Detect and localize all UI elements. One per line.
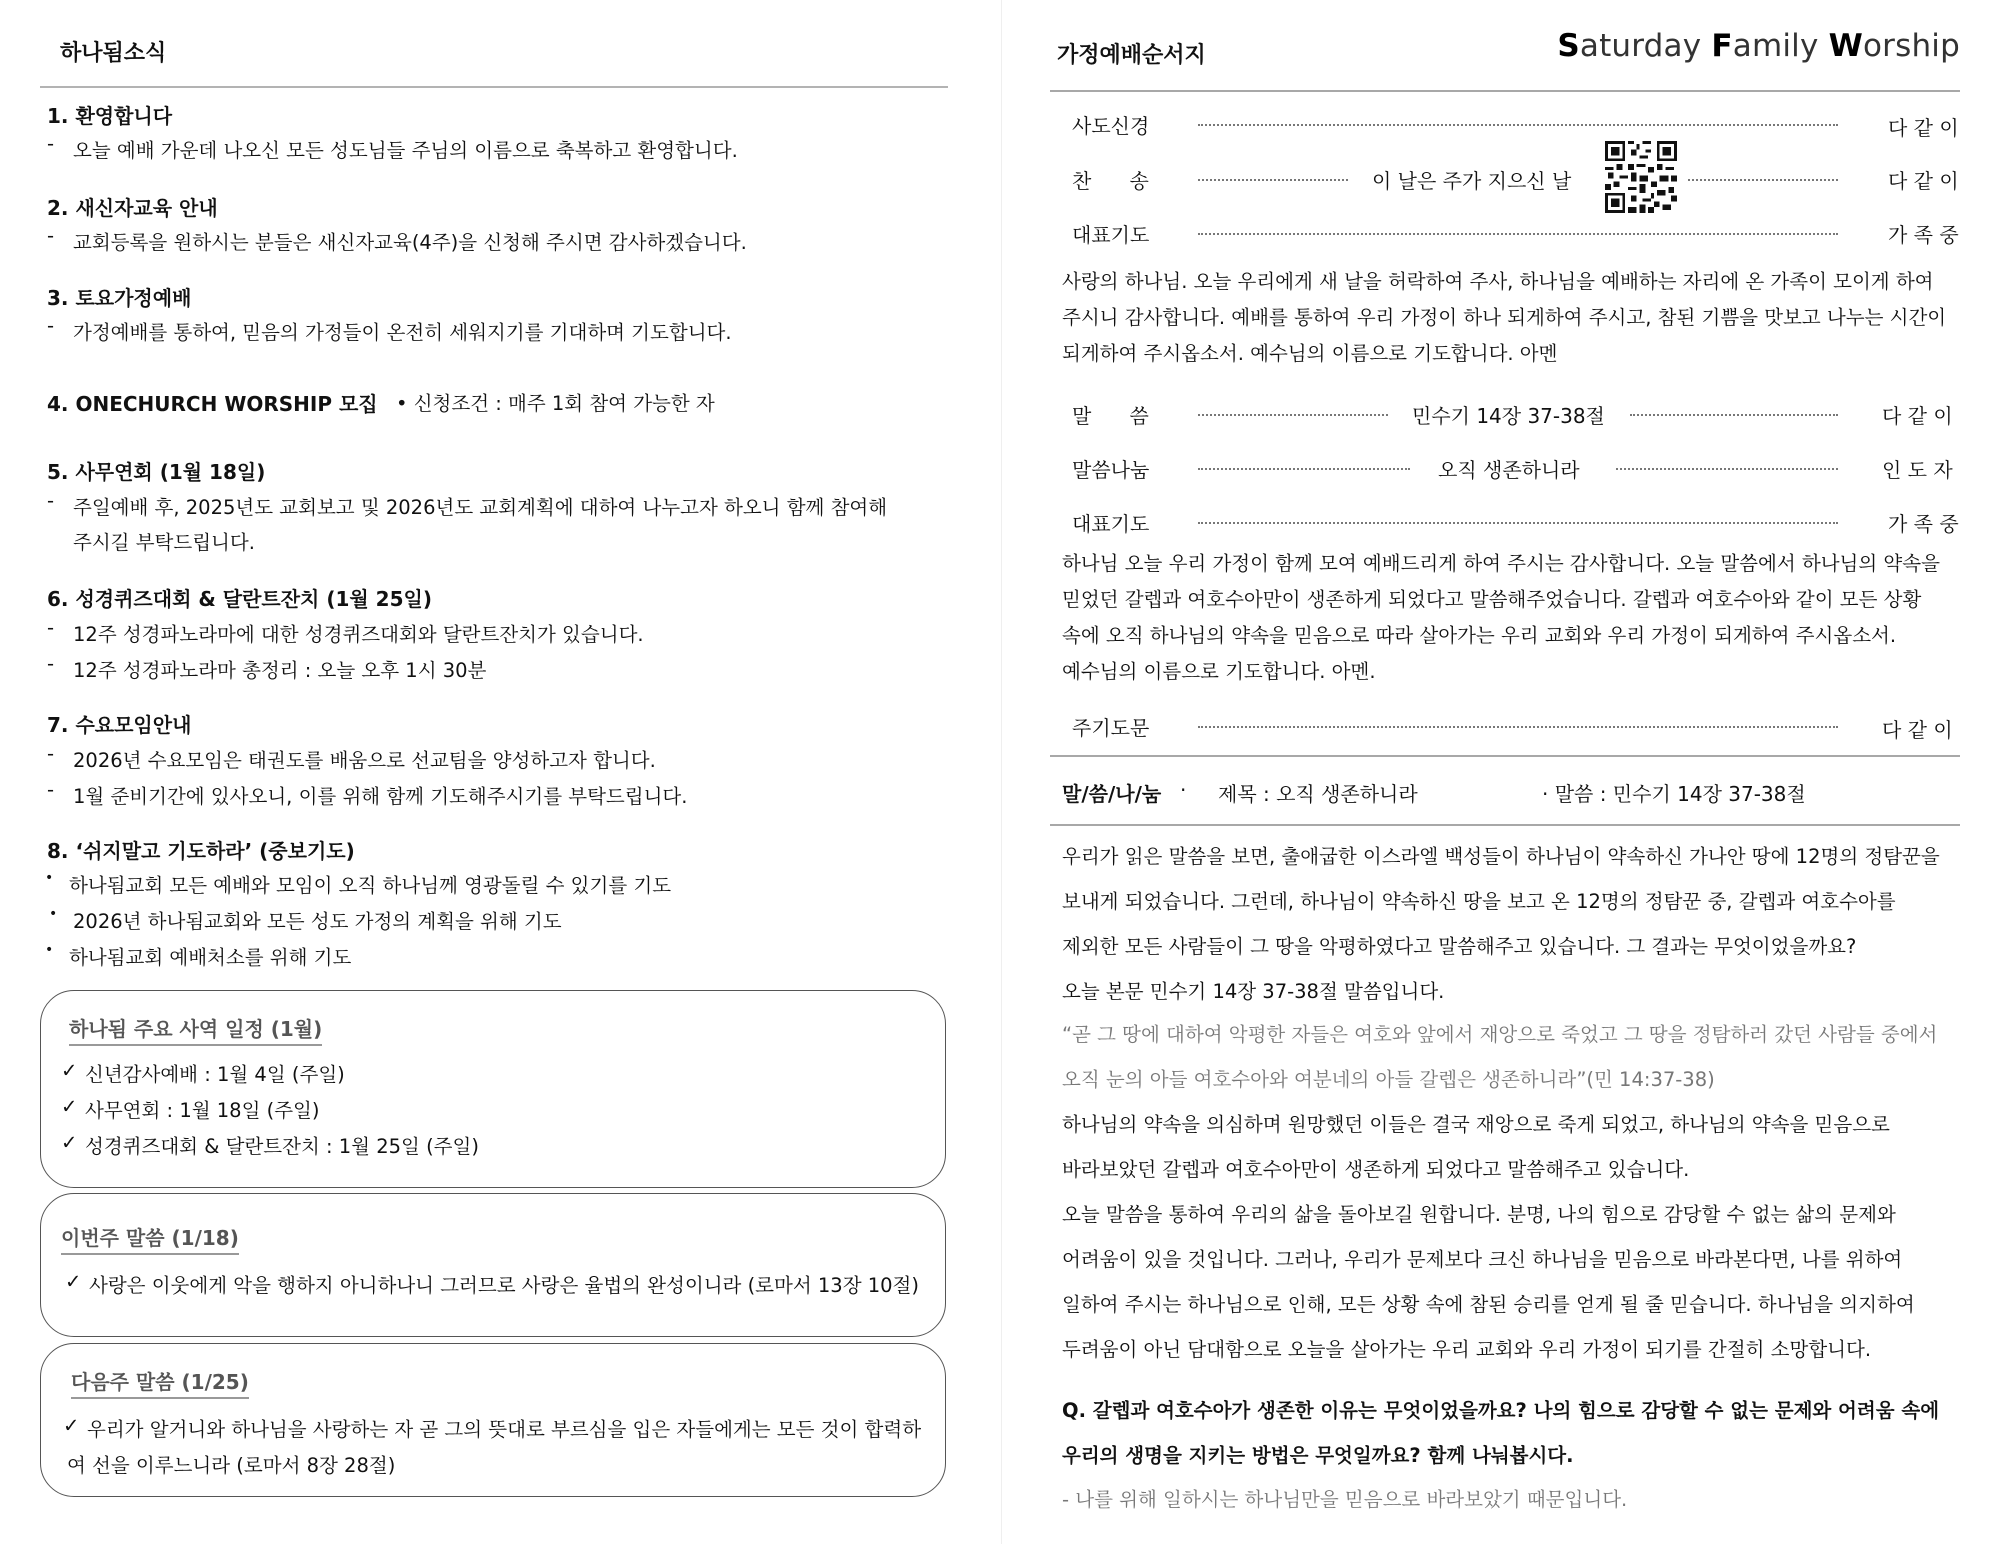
leader-dots: [1198, 179, 1348, 181]
leader-dots: [1198, 522, 1838, 524]
worship-order-panel: [1000, 0, 1996, 1544]
liturgy-label: 말 씀: [1072, 404, 1149, 428]
section-heading-onechurch: 4. ONECHURCH WORSHIP 모집: [47, 392, 378, 416]
liturgy-label: 대표기도: [1072, 223, 1150, 247]
section-heading-family-worship: 3. 토요가정예배: [47, 286, 192, 310]
liturgy-who: 다 같 이: [1888, 116, 1959, 140]
next-week-verse-text: ✓ 우리가 알거니와 하나님을 사랑하는 자 곧 그의 뜻대로 부르심을 입은 자들에게는 모든 것이 합력하: [87, 1414, 921, 1442]
liturgy-who: 다 같 이: [1882, 404, 1953, 428]
leader-dots: [1630, 414, 1838, 416]
liturgy-label: 사도신경: [1072, 114, 1150, 138]
liturgy-who: 가 족 중: [1888, 223, 1959, 247]
schedule-item: ✓ 신년감사예배 : 1월 4일 (주일): [85, 1059, 345, 1087]
discussion-question: Q. 갈렙과 여호수아가 생존한 이유는 무엇이었을까요? 나의 힘으로 감당할 수 없는 문제와 어려움 속에 우리의 생명을 지키는 방법은 무엇일까요? 함께 나눠봅시다.: [1062, 1399, 1940, 1467]
sermon-body-1: 우리가 읽은 말씀을 보면, 출애굽한 이스라엘 백성들이 하나님이 약속하신 가나안 땅에 12명의 정탐꾼을 보내게 되었습니다. 그런데, 하나님이 약속하신 땅을 보고 온 12명의 정탐꾼 중, 갈렙과 여호수아를 제외한 모든 사람들이 그 땅을 악평하였다고 말씀해주고 있습니다. 그 결과는 무엇이었을까요?: [1062, 845, 1940, 958]
schedule-box-heading: 하나됨 주요 사역 일정 (1월): [69, 1013, 322, 1046]
leader-dots: [1688, 179, 1838, 181]
opening-prayer: 사랑의 하나님. 오늘 우리에게 새 날을 허락하여 주사, 하나님을 예배하는 자리에 온 가족이 모이게 하여 주시니 감사합니다. 예배를 통하여 우리 가정이 하나 되게하여 주시고, 참된 기쁨을 맛보고 나누는 시간이 되게하여 주시옵소서. 예수님의 이름으로 기도합니다. 아멘: [1062, 270, 1947, 365]
this-week-verse-heading: 이번주 말씀 (1/18): [61, 1222, 239, 1255]
liturgy-label: 말씀나눔: [1072, 458, 1150, 482]
sermon-separator: ·: [1180, 778, 1187, 802]
section-line: - 1월 준비기간에 있사오니, 이를 위해 함께 기도해주시기를 부탁드립니다.: [73, 781, 687, 809]
liturgy-label: 찬 송: [1072, 169, 1149, 193]
section-line: - 교회등록을 원하시는 분들은 새신자교육(4주)을 신청해 주시면 감사하겠습니다.: [73, 227, 747, 255]
section-heading-newcomer: 2. 새신자교육 안내: [47, 196, 218, 220]
leader-dots: [1198, 414, 1388, 416]
liturgy-center: 민수기 14장 37-38절: [1412, 404, 1605, 428]
qr-code-icon[interactable]: [1601, 141, 1681, 213]
schedule-box: [40, 990, 946, 1188]
liturgy-label: 주기도문: [1072, 716, 1150, 740]
prayer-item: • 2026년 하나됨교회와 모든 성도 가정의 계획을 위해 기도: [73, 906, 562, 934]
section-line: - 2026년 수요모임은 태권도를 배움으로 선교팀을 양성하고자 합니다.: [73, 745, 656, 773]
scripture-quote: “곧 그 땅에 대하여 악평한 자들은 여호와 앞에서 재앙으로 죽었고 그 땅을 정탐하러 갔던 사람들 중에서 오직 눈의 아들 여호수아와 여분네의 아들 갈렙은 생존하니라”(민 14:37-38): [1062, 1023, 1938, 1091]
leader-dots: [1198, 726, 1838, 728]
sermon-label: 말/씀/나/눔: [1062, 782, 1162, 806]
leader-dots: [1198, 468, 1410, 470]
title-divider: [40, 86, 948, 88]
section-heading-welcome: 1. 환영합니다: [47, 104, 173, 128]
leader-dots: [1616, 468, 1838, 470]
this-week-verse-box: [40, 1193, 946, 1337]
liturgy-who: 가 족 중: [1888, 512, 1959, 536]
liturgy-who: 다 같 이: [1888, 169, 1959, 193]
sermon-body-2: 오늘 본문 민수기 14장 37-38절 말씀입니다.: [1062, 980, 1445, 1003]
schedule-item: ✓ 성경퀴즈대회 & 달란트잔치 : 1월 25일 (주일): [85, 1131, 479, 1159]
section-rule: [1050, 824, 1960, 826]
section-heading-conference: 5. 사무연회 (1월 18일): [47, 460, 266, 484]
sermon-body-3: 하나님의 약속을 의심하며 원망했던 이들은 결국 재앙으로 죽게 되었고, 하나님의 약속을 믿음으로 바라보았던 갈렙과 여호수아만이 생존하게 되었다고 말씀해주고 있습니다.: [1062, 1113, 1890, 1181]
next-week-verse-box: [40, 1343, 946, 1497]
section-line: - 가정예배를 통하여, 믿음의 가정들이 온전히 세워지기를 기대하며 기도합니다.: [73, 317, 732, 345]
next-week-verse-text-cont: 여 선을 이루느니라 (로마서 8장 28절): [67, 1454, 396, 1477]
sermon-scripture: · 말씀 : 민수기 14장 37-38절: [1542, 782, 1806, 806]
leader-dots: [1198, 233, 1838, 235]
brand-title: Saturday Family Worship: [1557, 28, 1960, 64]
liturgy-who: 다 같 이: [1882, 718, 1953, 742]
sermon-title: 제목 : 오직 생존하니라: [1218, 782, 1418, 806]
section-line: - 12주 성경파노라마 총정리 : 오늘 오후 1시 30분: [73, 655, 486, 683]
sermon-body-4: 오늘 말씀을 통하여 우리의 삶을 돌아보길 원합니다. 분명, 나의 힘으로 감당할 수 없는 삶의 문제와 어려움이 있을 것입니다. 그러나, 우리가 문제보다 크신 하나님을 믿음으로 바라본다면, 나를 위하여 일하여 주시는 하나님으로 인해, 모든 상황 속에 참된 승리를 얻게 될 줄 믿습니다. 하나님을 의지하여 두려움이 아닌 담대함으로 오늘을 살아가는 우리 교회와 우리 가정이 되기를 간절히 소망합니다.: [1062, 1203, 1915, 1361]
discussion-answer: - 나를 위해 일하시는 하나님만을 믿음으로 바라보았기 때문입니다.: [1062, 1488, 1628, 1511]
this-week-verse-text: ✓ 사랑은 이웃에게 악을 행하지 아니하나니 그러므로 사랑은 율법의 완성이니라 (로마서 13장 10절): [89, 1270, 919, 1298]
liturgy-who: 인 도 자: [1882, 458, 1953, 482]
leader-dots: [1198, 124, 1838, 126]
section-note: • 신청조건 : 매주 1회 참여 가능한 자: [396, 392, 715, 415]
next-week-verse-heading: 다음주 말씀 (1/25): [71, 1366, 249, 1399]
section-heading-wednesday: 7. 수요모임안내: [47, 713, 192, 737]
liturgy-center: 이 날은 주가 지으신 날: [1372, 169, 1572, 193]
liturgy-label: 대표기도: [1072, 512, 1150, 536]
announcements-title: 하나됨소식: [60, 41, 167, 66]
header-rule: [1050, 90, 1960, 92]
prayer-item: • 하나됨교회 예배처소를 위해 기도: [69, 942, 351, 970]
section-heading-prayer: 8. ‘쉬지말고 기도하라’ (중보기도): [47, 839, 355, 863]
section-line: - 주일예배 후, 2025년도 교회보고 및 2026년도 교회계획에 대하여 나누고자 하오니 함께 참여해: [73, 492, 887, 520]
section-line: - 오늘 예배 가운데 나오신 모든 성도님들 주님의 이름으로 축복하고 환영합니다.: [73, 135, 738, 163]
section-rule: [1050, 755, 1960, 757]
worship-order-title: 가정예배순서지: [1057, 43, 1206, 68]
section-line: 주시길 부탁드립니다.: [73, 531, 255, 554]
prayer-item: • 하나됨교회 모든 예배와 모임이 오직 하나님께 영광돌릴 수 있기를 기도: [69, 870, 671, 898]
schedule-item: ✓ 사무연회 : 1월 18일 (주일): [85, 1095, 320, 1123]
family-prayer: 하나님 오늘 우리 가정이 함께 모여 예배드리게 하여 주시는 감사합니다. 오늘 말씀에서 하나님의 약속을 믿었던 갈렙과 여호수아만이 생존하게 되었다고 말씀해주었습니다. 갈렙과 여호수아와 같이 모든 상황 속에 오직 하나님의 약속을 믿음으로 따라 살아가는 우리 교회와 우리 가정이 되게하여 주시옵소서. 예수님의 이름으로 기도합니다. 아멘.: [1062, 552, 1940, 683]
liturgy-center: 오직 생존하니라: [1438, 458, 1580, 482]
section-line: - 12주 성경파노라마에 대한 성경퀴즈대회와 달란트잔치가 있습니다.: [73, 619, 644, 647]
section-heading-quiz: 6. 성경퀴즈대회 & 달란트잔치 (1월 25일): [47, 587, 432, 611]
